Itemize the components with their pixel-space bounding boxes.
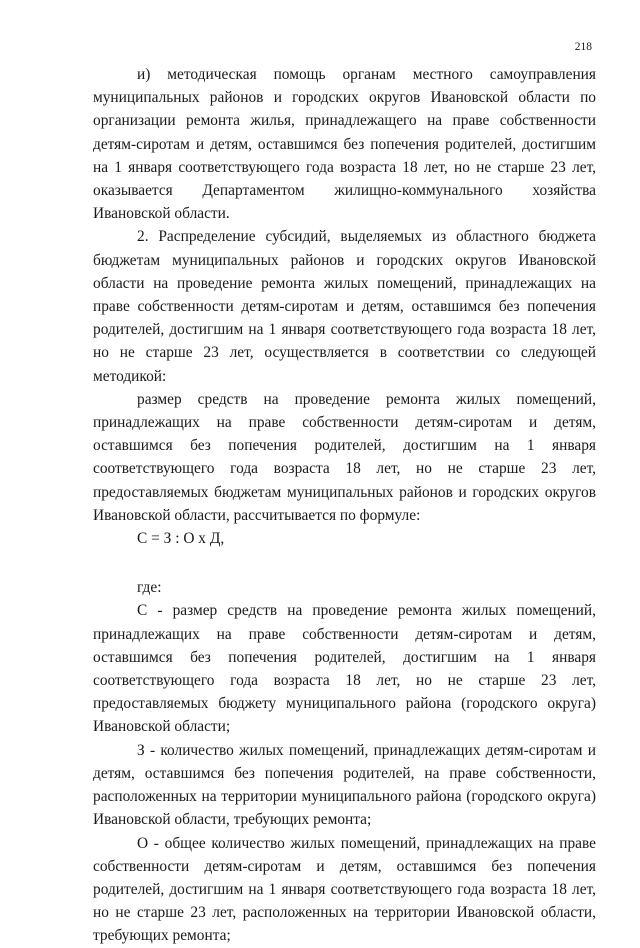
document-body xyxy=(93,63,596,948)
where-label: где: xyxy=(137,579,162,597)
paragraph-funds-size: размер средств на проведение ремонта жилых помещений, принадлежащих на праве собственности детям-сиротам и детям, оставшимся без попечения родителей, достигшим на 1 января соответствующего года возраста 18 лет, но не старше 23 лет, предоставляемых бюджетам муниципальных районов и городских округов Ивановской области, рассчитывается по формуле: xyxy=(93,390,596,524)
page-number: 218 xyxy=(574,41,592,53)
definition-z: З - количество жилых помещений, принадлежащих детям-сиротам и детям, оставшимся без попечения родителей, на праве собственности, расположенных на территории муниципального района (городского округа) Ивановской области, требующих ремонта; xyxy=(93,741,596,829)
definition-c: С - размер средств на проведение ремонта жилых помещений, принадлежащих на праве собственности детям-сиротам и детям, оставшимся без попечения родителей, достигшим на 1 января соответствующего года возраста 18 лет, но не старше 23 лет, предоставляемых бюджету муниципального района (городского округа) Ивановской области; xyxy=(93,602,596,736)
definition-o: О - общее количество жилых помещений, принадлежащих на праве собственности детям-сиротам и детям, оставшимся без попечения родителей, достигшим на 1 января соответствующего года возраста 18 лет, но не старше 23 лет, расположенных на территории Ивановской области, требующих ремонта; xyxy=(93,834,596,945)
paragraph-methodical-help: и) методическая помощь органам местного самоуправления муниципальных районов и городских округов Ивановской области по организации ремонта жилья, принадлежащего на праве собственности детям-сиротам и детям, оставшимся без попечения родителей, достигшим на 1 января соответствующего года возраста 18 лет, но не старше 23 лет, оказывается Департаментом жилищно-коммунального хозяйства Ивановской области. xyxy=(93,66,596,223)
paragraph-subsidy-distribution: 2. Распределение субсидий, выделяемых из областного бюджета бюджетам муниципальных районов и городских округов Ивановской области на проведение ремонта жилых помещений, принадлежащих на праве собственности детям-сиротам и детям, оставшимся без попечения родителей, достигшим на 1 января соответствующего года возраста 18 лет, но не старше 23 лет, осуществляется в соответствии со следующей методикой: xyxy=(93,228,596,385)
formula: С = З : О х Д, xyxy=(137,530,225,548)
